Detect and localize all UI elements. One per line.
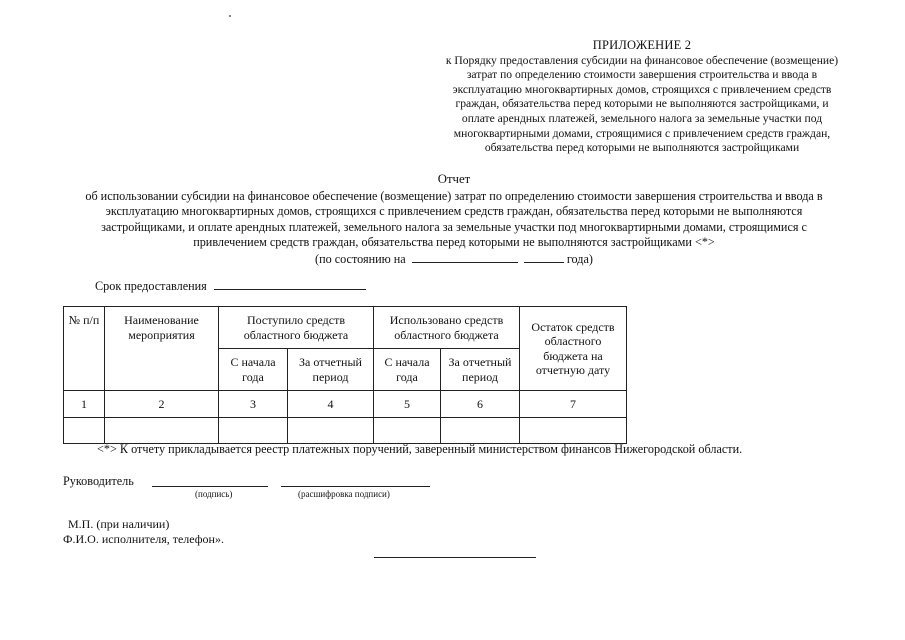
report-line: застройщиками, и оплате арендных платежей, земельного налога за земельные участки под многоквартирными домами, строящимися с	[101, 219, 807, 234]
signature-blank	[152, 486, 268, 487]
column-number: 5	[374, 391, 441, 418]
appendix-line: граждан, обязательства перед которыми не выполняются застройщиками, и	[455, 97, 829, 111]
report-line: привлечением средств граждан, обязательства перед которыми не выполняются застройщиками <*>	[193, 235, 715, 250]
as-of-prefix: (по состоянию на	[315, 251, 406, 266]
report-title: Отчет	[437, 172, 471, 186]
scan-speck	[229, 15, 231, 17]
header-remainder: Остаток средств областного бюджета на отчетную дату	[520, 307, 627, 391]
appendix-line: к Порядку предоставления субсидии на финансовое обеспечение (возмещение)	[445, 53, 839, 67]
signature-decode-caption: (расшифровка подписи)	[298, 489, 390, 499]
signature-caption: (подпись)	[195, 489, 233, 499]
header-used: Использовано средств областного бюджета	[374, 307, 520, 349]
as-of-line	[44, 251, 864, 268]
table-cell	[374, 418, 441, 444]
subheader-used-from-start: С начала года	[374, 349, 441, 391]
term-line	[95, 278, 366, 294]
appendix-line: затрат по определению стоимости завершения строительства и ввода в	[466, 68, 818, 82]
table-cell	[219, 418, 288, 444]
report-line: об использовании субсидии на финансовое обеспечение (возмещение) затрат по определению стоимости завершения строительства и ввода в	[85, 188, 823, 203]
footnote: <*> К отчету прикладывается реестр платежных поручений, заверенный министерством финансов Нижегородской области.	[97, 442, 743, 456]
subheader-used-period: За отчетный период	[441, 349, 520, 391]
table-header-row	[64, 307, 627, 349]
signature-decode-blank	[281, 486, 430, 487]
column-number: 4	[288, 391, 374, 418]
appendix-line: эксплуатацию многоквартирных домов, строящихся с привлечением средств	[452, 82, 832, 96]
table-cell	[64, 418, 105, 444]
report-line: эксплуатацию многоквартирных домов, строящихся с привлечением средств граждан, обязательства перед которыми не выполняются	[105, 204, 803, 219]
report-table	[63, 306, 627, 444]
stamp-line: М.П. (при наличии)	[68, 517, 170, 531]
report-heading	[44, 172, 864, 268]
appendix-line: обязательства перед которыми не выполняются застройщиками	[484, 141, 800, 155]
executor-line: Ф.И.О. исполнителя, телефон».	[63, 532, 224, 546]
term-label: Срок предоставления	[95, 279, 207, 293]
appendix-line: оплате арендных платежей, земельного налога за земельные участки под	[461, 111, 823, 125]
column-number: 3	[219, 391, 288, 418]
header-received: Поступило средств областного бюджета	[219, 307, 374, 349]
term-blank	[214, 278, 366, 290]
column-number: 6	[441, 391, 520, 418]
signature-label: Руководитель	[63, 474, 134, 488]
appendix-title: ПРИЛОЖЕНИЕ 2	[592, 38, 692, 52]
table-cell	[520, 418, 627, 444]
column-number: 2	[105, 391, 219, 418]
as-of-suffix: года)	[566, 251, 593, 266]
column-number: 7	[520, 391, 627, 418]
appendix-line: многоквартирными домами, строящимися с привлечением средств граждан,	[453, 126, 831, 140]
signature-line	[63, 474, 134, 489]
header-num: № п/п	[64, 307, 105, 391]
header-name: Наименование мероприятия	[105, 307, 219, 391]
stamp-block	[68, 516, 169, 532]
table-cell	[105, 418, 219, 444]
table-cell	[441, 418, 520, 444]
table-number-row	[64, 391, 627, 418]
as-of-year-blank	[524, 251, 564, 263]
table-cell	[288, 418, 374, 444]
appendix-header	[418, 38, 866, 156]
closing-rule	[374, 557, 536, 558]
as-of-date-blank	[412, 251, 518, 263]
column-number: 1	[64, 391, 105, 418]
table-empty-row	[64, 418, 627, 444]
subheader-received-period: За отчетный период	[288, 349, 374, 391]
subheader-received-from-start: С начала года	[219, 349, 288, 391]
